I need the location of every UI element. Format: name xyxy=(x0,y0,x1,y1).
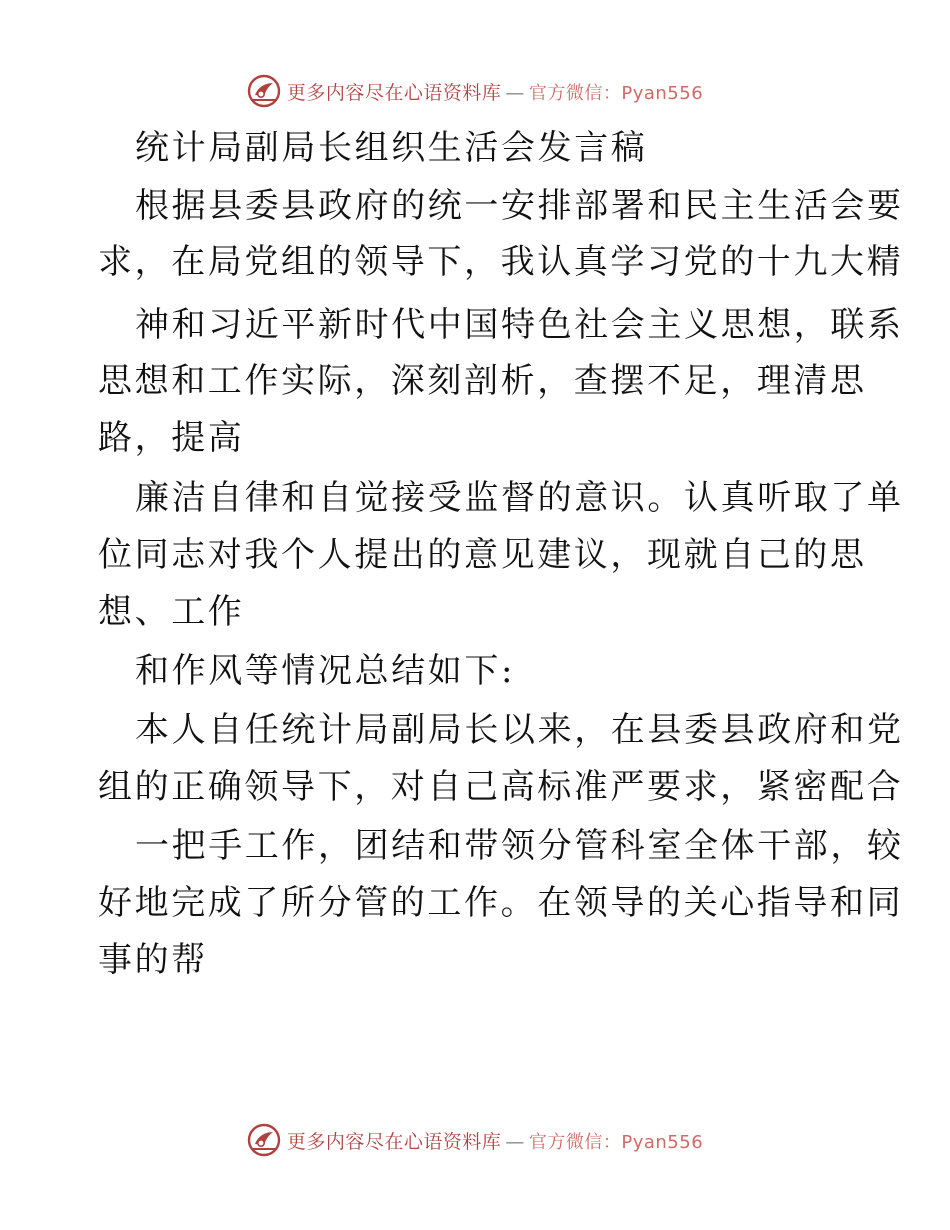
brand-logo-icon xyxy=(247,1123,281,1157)
text-line: 想、工作 xyxy=(98,592,245,632)
text-line: 神和习近平新时代中国特色社会主义思想，联系 xyxy=(135,305,904,345)
watermark-wechat: 官方微信：Pyan556 xyxy=(528,82,704,104)
watermark-separator: — xyxy=(505,81,525,104)
watermark-main: 更多内容尽在心语资料库 xyxy=(286,1130,502,1153)
text-line: 根据县委县政府的统一安排部署和民主生活会要 xyxy=(135,186,904,226)
footer-watermark xyxy=(0,1120,950,1160)
text-line: 本人自任统计局副局长以来，在县委县政府和党 xyxy=(135,710,904,750)
text-line: 求，在局党组的领导下，我认真学习党的十九大精 xyxy=(98,242,904,282)
text-line: 和作风等情况总结如下: xyxy=(135,651,516,691)
text-line: 好地完成了所分管的工作。在领导的关心指导和同 xyxy=(98,883,904,923)
text-line: 思想和工作实际，深刻剖析，查摆不足，理清思 xyxy=(98,361,867,401)
text-line: 一把手工作，团结和带领分管科室全体干部，较 xyxy=(135,826,904,866)
text-line: 路，提高 xyxy=(98,418,245,458)
text-line: 组的正确领导下，对自己高标准严要求，紧密配合 xyxy=(98,767,904,807)
document-title: 统计局副局长组织生活会发言稿 xyxy=(135,128,648,168)
text-line: 位同志对我个人提出的意见建议，现就自己的思 xyxy=(98,535,867,575)
watermark-main: 更多内容尽在心语资料库 xyxy=(286,81,502,104)
text-line: 事的帮 xyxy=(98,940,208,980)
watermark-wechat: 官方微信：Pyan556 xyxy=(528,1131,704,1153)
header-watermark xyxy=(0,71,950,111)
text-line: 廉洁自律和自觉接受监督的意识。认真听取了单 xyxy=(135,478,904,518)
brand-logo-icon xyxy=(247,74,281,108)
watermark-text xyxy=(287,1127,703,1154)
watermark-text xyxy=(287,78,703,105)
watermark-separator: — xyxy=(505,1130,525,1153)
